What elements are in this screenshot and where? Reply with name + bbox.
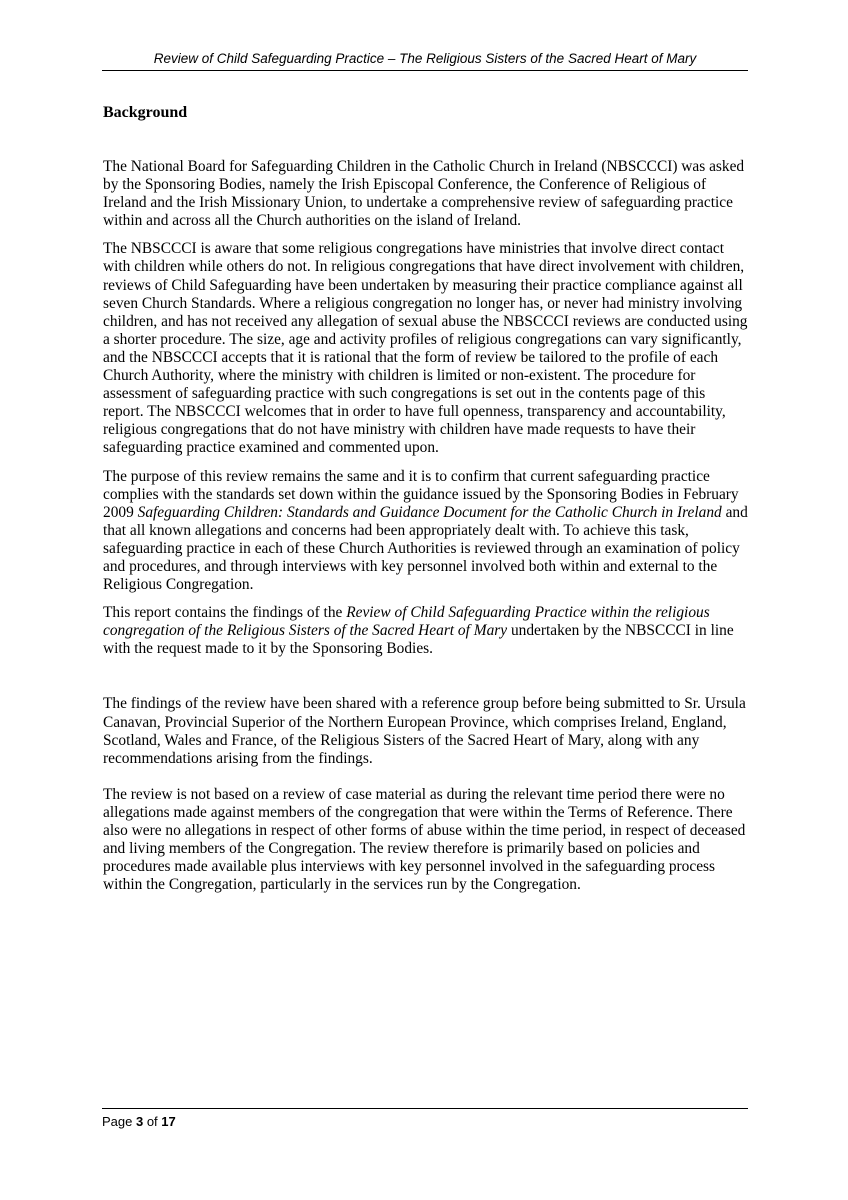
document-body [103,103,748,904]
section-heading: Background [103,104,188,121]
footer-page-word: Page [102,1114,136,1129]
paragraph-4 [103,604,748,658]
header-divider [102,70,748,71]
running-header: Review of Child Safeguarding Practice – The Religious Sisters of the Sacred Heart of Mary [153,51,697,66]
document-title-citation: Safeguarding Children: Standards and Guidance Document for the Catholic Church in Ireland [137,503,722,521]
paragraph-2: The NBSCCCI is aware that some religious congregations have ministries that involve direct contact with children while others do not. In religious congregations that have direct involvement with children, reviews of Child Safeguarding have been undertaken by measuring their practice compliance against all seven Church Standards. Where a religious congregation no longer has, or never had ministry involving children, and has not received any allegation of sexual abuse the NBSCCCI reviews are conducted using a shorter procedure. The size, age and activity profiles of religious congregations can vary significantly, and the NBSCCCI accepts that it is rational that the form of review be tailored to the profile of each Church Authority, where the ministry with children is limited or non-existent. The procedure for assessment of safeguarding practice with such congregations is set out in the contents page of this report. The NBSCCCI welcomes that in order to have full openness, transparency and accountability, religious congregations that do not have ministry with children have made requests to have their safeguarding practice examined and commented upon. [103,240,748,457]
paragraph-4-text-b: undertaken by the NBSCCCI in line with the request made to it by the Sponsoring Bodies. [103,622,734,658]
paragraph-3-text-b: and that all known allegations and concerns had been appropriately dealt with. To achieve this task, safeguarding practice in each of these Church Authorities is reviewed through an examination of policy and procedures, and through interviews with key personnel involved both within and external to the Religious Congregation. [103,503,748,594]
footer-page-number: 3 [135,1114,144,1129]
paragraph-1: The National Board for Safeguarding Children in the Catholic Church in Ireland (NBSCCCI) was asked by the Sponsoring Bodies, namely the Irish Episcopal Conference, the Conference of Religious of Ireland and the Irish Missionary Union, to undertake a comprehensive review of safeguarding practice within and across all the Church authorities on the island of Ireland. [103,158,745,230]
page-footer [102,1114,176,1129]
footer-page-total: 17 [161,1114,176,1129]
paragraph-3 [103,468,748,595]
paragraph-4-text-a: This report contains the findings of the [103,604,347,622]
footer-divider [102,1108,748,1109]
review-title-citation: Review of Child Safeguarding Practice within the religious congregation of the Religious Sisters of the Sacred Heart of Mary [103,604,710,640]
paragraph-3-text-a: The purpose of this review remains the same and it is to confirm that current safeguarding practice complies with the standards set down within the guidance issued by the Sponsoring Bodies in February 2009 [103,467,739,521]
footer-of-word: of [143,1114,162,1129]
paragraph-5: The findings of the review have been shared with a reference group before being submitted to Sr. Ursula Canavan, Provincial Superior of the Northern European Province, which comprises Ireland, England, Scotland, Wales and France, of the Religious Sisters of the Sacred Heart of Mary, along with any recommendations arising from the findings. [103,695,746,767]
paragraph-6: The review is not based on a review of case material as during the relevant time period there were no allegations made against members of the congregation that were within the Terms of Reference. There also were no allegations in respect of other forms of abuse within the time period, in respect of deceased and living members of the Congregation. The review therefore is primarily based on policies and procedures made available plus interviews with key personnel involved in the safeguarding process within the Congregation, particularly in the services run by the Congregation. [103,785,746,894]
